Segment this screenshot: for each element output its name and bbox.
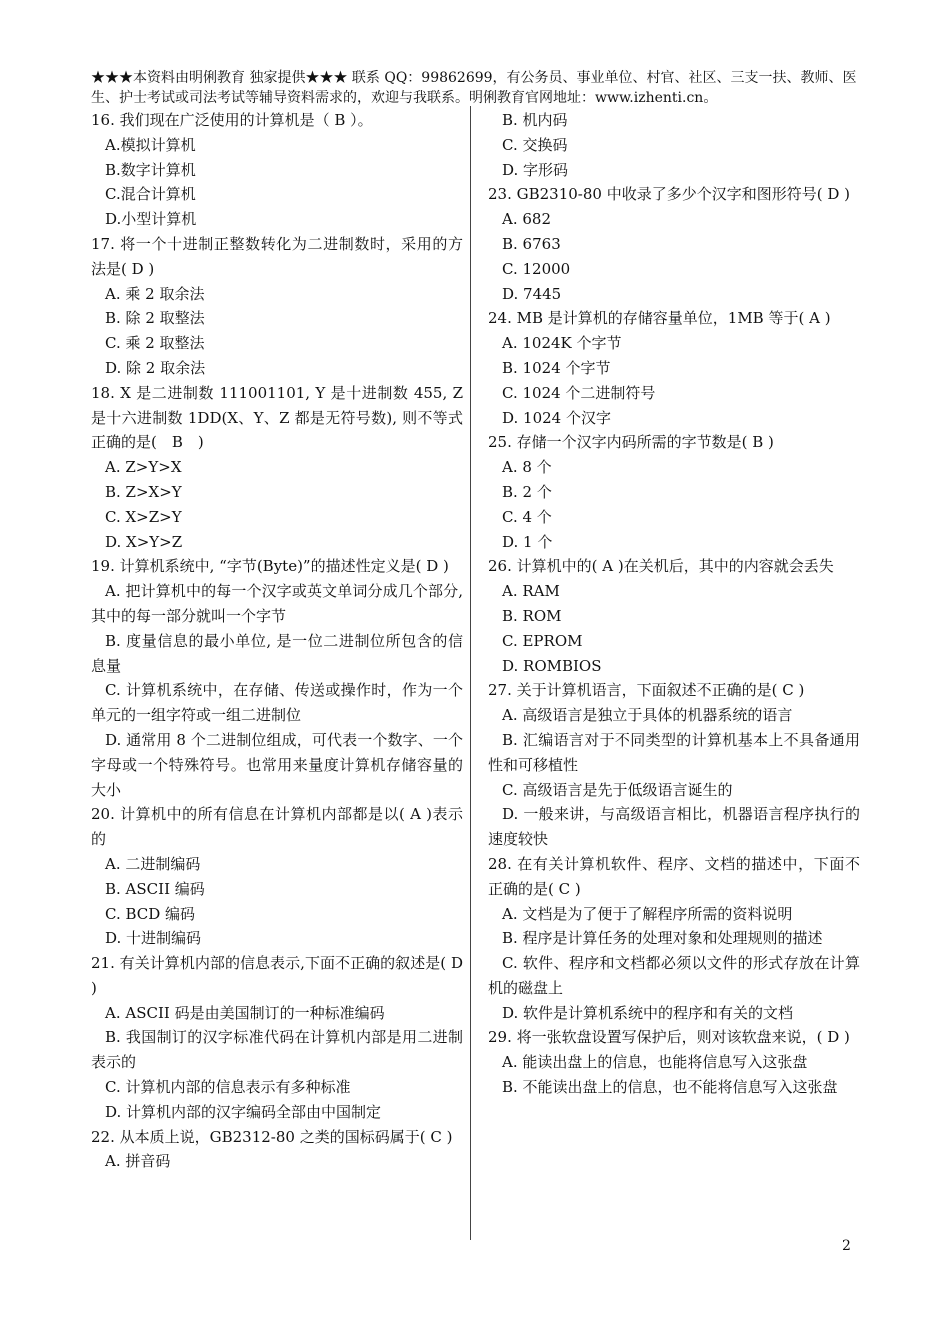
- question-stem: 28. 在有关计算机软件、程序、文档的描述中，下面不正确的是( C ): [488, 854, 860, 898]
- option: D. 除 2 取余法: [105, 358, 206, 377]
- question-29: [488, 1025, 860, 1099]
- option: B.数字计算机: [105, 160, 196, 179]
- option: B. 6763: [502, 234, 561, 253]
- option: C. 12000: [502, 259, 571, 278]
- option: A. 文档是为了便于了解程序所需的资料说明: [502, 904, 793, 923]
- option: C. 高级语言是先于低级语言诞生的: [502, 780, 733, 799]
- question-stem: 21. 有关计算机内部的信息表示,下面不正确的叙述是( D ): [91, 954, 463, 997]
- option: C. EPROM: [502, 631, 583, 650]
- question-26: [488, 554, 860, 678]
- question-21: [91, 951, 463, 1125]
- question-24: [488, 306, 860, 430]
- option: D. 软件是计算机系统中的程序和有关的文档: [502, 1003, 794, 1022]
- question-stem: 25. 存储一个汉字内码所需的字节数是( B ): [488, 433, 774, 452]
- option: D.小型计算机: [105, 210, 197, 229]
- question-22-continued: [488, 108, 860, 182]
- question-stem: 16. 我们现在广泛使用的计算机是（ B ）。: [91, 111, 373, 129]
- question-stem: 29. 将一张软盘设置写保护后，则对该软盘来说，( D ): [488, 1028, 850, 1047]
- option: D. X>Y>Z: [105, 532, 183, 551]
- question-stem: 24. MB 是计算机的存储容量单位，1MB 等于( A ): [488, 309, 831, 328]
- option: B. ASCII 编码: [105, 879, 205, 898]
- option: D. 一般来讲，与高级语言相比，机器语言程序执行的速度较快: [488, 805, 860, 849]
- question-27: [488, 678, 860, 852]
- option: A.模拟计算机: [105, 135, 196, 154]
- option: A. 乘 2 取余法: [105, 284, 205, 303]
- option: D. 字形码: [502, 160, 569, 179]
- option: C.混合计算机: [105, 185, 196, 204]
- option: D. 7445: [502, 284, 562, 303]
- option: C. 计算机系统中，在存储、传送或操作时，作为一个单元的一组字符或一组二进制位: [91, 681, 463, 725]
- question-20: [91, 802, 463, 951]
- question-18: [91, 381, 463, 555]
- option: D. 十进制编码: [105, 929, 202, 948]
- question-stem: 20. 计算机中的所有信息在计算机内部都是以( A )表示的: [91, 805, 463, 849]
- option: B. 我国制订的汉字标准代码在计算机内部是用二进制表示的: [91, 1028, 463, 1072]
- header-line-1: ★★★本资料由明俐教育 独家提供★★★ 联系 QQ：99862699，有公务员、事业单位、村官、社区、三支一扶、教师、医: [91, 70, 857, 86]
- question-16: [91, 108, 463, 232]
- option: B. Z>X>Y: [105, 482, 182, 501]
- page-number: 2: [842, 1238, 851, 1254]
- option: B. 不能读出盘上的信息，也不能将信息写入这张盘: [502, 1078, 838, 1097]
- option: A. 拼音码: [105, 1152, 171, 1171]
- option: C. 软件、程序和文档都必须以文件的形式存放在计算机的磁盘上: [488, 954, 860, 997]
- option: B. 2 个: [502, 482, 552, 501]
- option: A. 682: [502, 210, 551, 229]
- option: A. 高级语言是独立于具体的机器系统的语言: [502, 706, 793, 725]
- question-stem: 27. 关于计算机语言，下面叙述不正确的是( C ): [488, 681, 805, 700]
- question-25: [488, 430, 860, 554]
- left-column: [91, 108, 463, 1174]
- option: D. 通常用 8 个二进制位组成，可代表一个数字、一个字母或一个特殊符号。也常用来量度计算机存储容量的大小: [91, 730, 463, 799]
- option: C. 乘 2 取整法: [105, 334, 205, 353]
- option: A. 1024K 个字节: [502, 334, 622, 353]
- option: C. X>Z>Y: [105, 507, 182, 526]
- option: B. 机内码: [502, 111, 568, 129]
- header-line-2: 生、护士考试或司法考试等辅导资料需求的，欢迎与我联系。明俐教育官网地址：www.izhenti.cn。: [91, 90, 718, 106]
- column-divider: [470, 106, 471, 1240]
- option: A. 把计算机中的每一个汉字或英文单词分成几个部分, 其中的每一部分就叫一个字节: [91, 582, 463, 625]
- option: A. Z>Y>X: [105, 458, 182, 477]
- option: A. 能读出盘上的信息，也能将信息写入这张盘: [502, 1053, 808, 1072]
- option: B. 汇编语言对于不同类型的计算机基本上不具备通用性和可移植性: [488, 730, 860, 774]
- option: A. RAM: [502, 582, 560, 601]
- option: D. 计算机内部的汉字编码全部由中国制定: [105, 1102, 382, 1121]
- option: B. 1024 个字节: [502, 358, 611, 377]
- option: A. 二进制编码: [105, 854, 201, 873]
- option: A. ASCII 码是由美国制订的一种标准编码: [105, 1003, 385, 1022]
- question-stem: 17. 将一个十进制正整数转化为二进制数时，采用的方法是( D ): [91, 234, 463, 278]
- page-header: [91, 68, 863, 108]
- question-19: [91, 554, 463, 802]
- question-23: [488, 182, 860, 306]
- option: D. 1024 个汉字: [502, 408, 611, 427]
- option: B. 程序是计算任务的处理对象和处理规则的描述: [502, 929, 823, 948]
- question-22: [91, 1125, 463, 1175]
- question-28: [488, 852, 860, 1026]
- option: C. BCD 编码: [105, 904, 196, 923]
- option: A. 8 个: [502, 458, 552, 477]
- option: B. ROM: [502, 606, 562, 625]
- question-stem: 18. X 是二进制数 111001101, Y 是十进制数 455, Z 是十六进制数 1DD(X、Y、Z 都是无符号数), 则不等式正确的是( B ): [91, 383, 463, 452]
- option: C. 4 个: [502, 507, 552, 526]
- question-stem: 23. GB2310-80 中收录了多少个汉字和图形符号( D ): [488, 185, 850, 204]
- question-17: [91, 232, 463, 381]
- option: D. 1 个: [502, 532, 553, 551]
- option: C. 计算机内部的信息表示有多种标准: [105, 1078, 351, 1097]
- option: B. 除 2 取整法: [105, 309, 205, 328]
- right-column: [488, 108, 860, 1100]
- option: B. 度量信息的最小单位, 是一位二进制位所包含的信息量: [91, 631, 463, 675]
- option: C. 交换码: [502, 135, 568, 154]
- question-stem: 22. 从本质上说，GB2312-80 之类的国标码属于( C ): [91, 1127, 453, 1146]
- question-stem: 26. 计算机中的( A )在关机后，其中的内容就会丢失: [488, 557, 834, 576]
- question-stem: 19. 计算机系统中, “字节(Byte)”的描述性定义是( D ): [91, 557, 449, 576]
- option: C. 1024 个二进制符号: [502, 383, 656, 402]
- option: D. ROMBIOS: [502, 656, 602, 675]
